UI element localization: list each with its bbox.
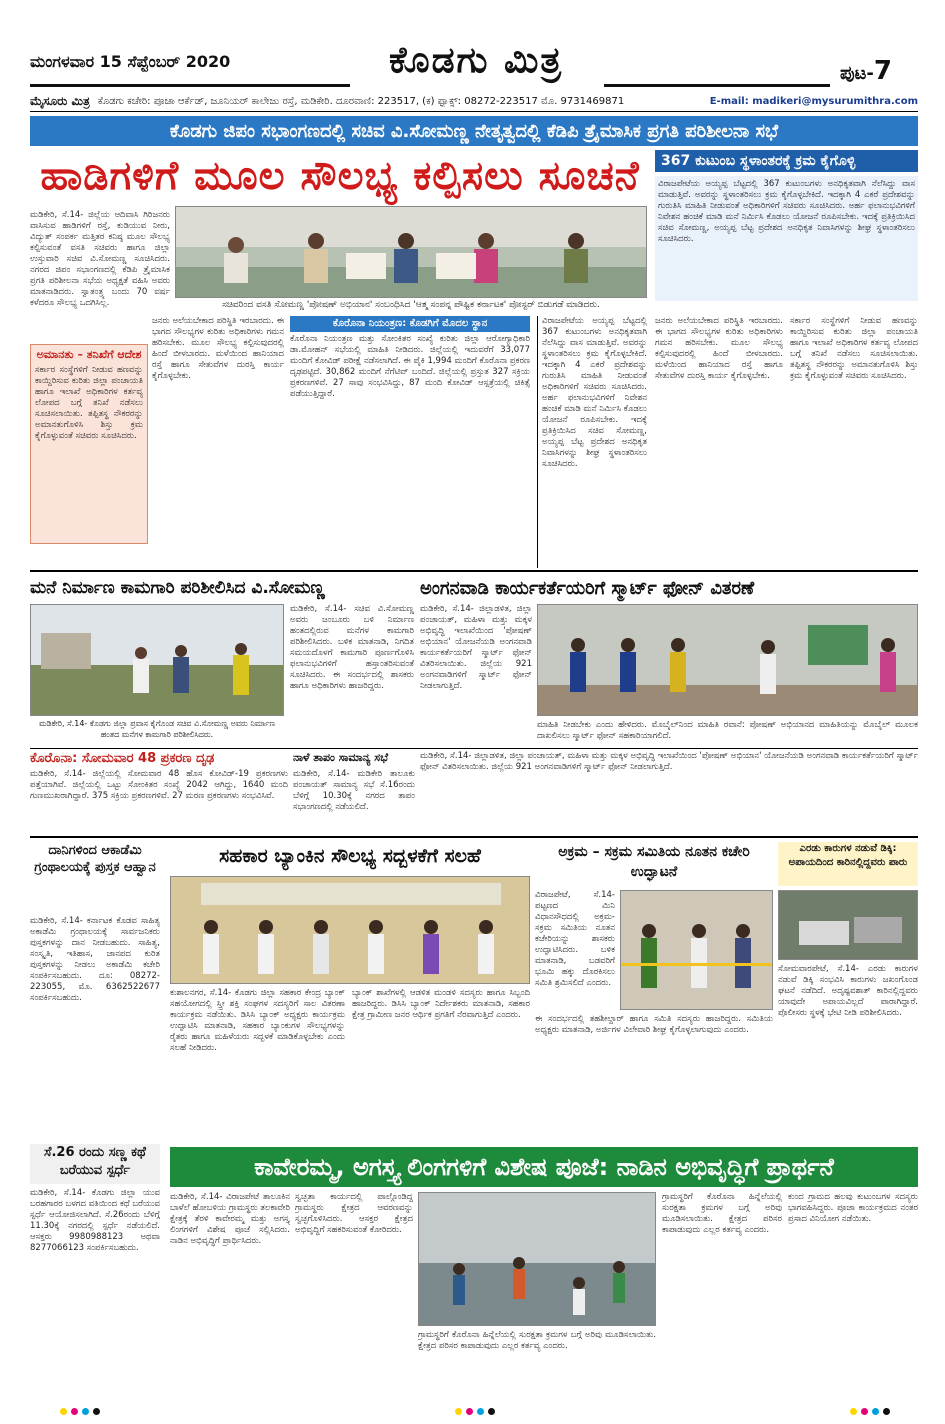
side-column-1: ಜನರು ಅಲೆಯಬೇಕಾದ ಪರಿಸ್ಥಿತಿ ಇರಬಾರದು. ಈ ಭಾಗದ ಸೌಲಭ್ಯಗಳ ಕುರಿತು ಅಧಿಕಾರಿಗಳು ಗಮನ ಹರಿಸಬೇಕು. ಮೂಲ ಸೌಲಭ್ಯ ಕಲ್ಪಿಸುವುದರಲ್ಲಿ ಹಿಂದೆ ಬೀಳಬಾರದು. ಮಳೆಯಿಂದ ಹಾನಿಯಾದ ರಸ್ತೆ ಹಾಗೂ ಸೇತುವೆಗಳ ದುರಸ್ತಿ ಕಾರ್ಯ ಕೈಗೊಳ್ಳಬೇಕು.	[655, 316, 783, 381]
section-divider-2	[30, 748, 918, 749]
main-story-photo	[175, 206, 647, 298]
anganwadi-headline: ಅಂಗನವಾಡಿ ಕಾರ್ಯಕರ್ತೆಯರಿಗೆ ಸ್ಮಾರ್ಟ್ ಫೋನ್ ವಿತರಣೆ	[420, 577, 755, 599]
section-divider-3	[30, 836, 918, 838]
taluk-meeting-headline: ನಾಳೆ ತಾಪಂ ಸಾಮಾನ್ಯ ಸಭೆ	[293, 751, 389, 764]
covid-cases-body: ಮಡಿಕೇರಿ, ಸೆ.14- ಜಿಲ್ಲೆಯಲ್ಲಿ ಸೋಮವಾರ 48 ಹೊಸ ಕೋವಿಡ್-19 ಪ್ರಕರಣಗಳು ಪತ್ತೆಯಾಗಿವೆ. ಜಿಲ್ಲೆಯಲ್ಲಿ ಒಟ್ಟು ಸೋಂಕಿತರ ಸಂಖ್ಯೆ 2042 ಆಗಿದ್ದು, 1640 ಮಂದಿ ಗುಣಮುಖರಾಗಿದ್ದಾರೆ. 375 ಸಕ್ರಿಯ ಪ್ರಕರಣಗಳಿವೆ. 27 ಮರಣ ಪ್ರಕರಣಗಳು ಸಂಭವಿಸಿವೆ.	[30, 769, 288, 801]
temple-cleanup-photo	[418, 1192, 656, 1326]
page-label: ಪುಟ-	[840, 63, 874, 84]
crashed-cars-illustration	[779, 891, 918, 960]
book-donation-headline: ದಾನಿಗಳಿಂದ ಆಕಾಡೆಮಿ ಗ್ರಂಥಾಲಯಕ್ಕೆ ಪುಸ್ತಕ ಆಹ್ವಾನ	[34, 843, 156, 875]
temple-puja-col3-lower: ಗ್ರಾಮಸ್ಥರಿಗೆ ಕೊರೊನಾ ಹಿನ್ನೆಲೆಯಲ್ಲಿ ಸುರಕ್ಷತಾ ಕ್ರಮಗಳ ಬಗ್ಗೆ ಅರಿವು ಮೂಡಿಸಲಾಯಿತು. ಕ್ಷೇತ್ರದ ಪರಿಸರ ಕಾಪಾಡುವುದು ಎಲ್ಲರ ಕರ್ತವ್ಯ ಎಂದರು.	[418, 1330, 656, 1351]
anganwadi-body: ಮಡಿಕೇರಿ, ಸೆ.14- ಜಿಲ್ಲಾಡಳಿತ, ಜಿಲ್ಲಾ ಪಂಚಾಯತ್, ಮಹಿಳಾ ಮತ್ತು ಮಕ್ಕಳ ಅಭಿವೃದ್ಧಿ ಇಲಾಖೆಯಿಂದ 'ಪೋಷಣ್ ಅಭಿಯಾನ' ಯೋಜನೆಯಡಿ ಅಂಗನವಾಡಿ ಕಾರ್ಯಕರ್ತೆಯರಿಗೆ ಸ್ಮಾರ್ಟ್ ಫೋನ್ ವಿತರಿಸಲಾಯಿತು. ಜಿಲ್ಲೆಯ 921 ಅಂಗನವಾಡಿಗಳಿಗೆ ಸ್ಮಾರ್ಟ್ ಫೋನ್ ನೀಡಲಾಗುತ್ತಿದೆ.	[420, 604, 532, 691]
story-contest-headline: ಸೆ.26 ರಂದು ಸಣ್ಣ ಕಥೆ ಬರೆಯುವ ಸ್ಪರ್ಧೆ	[30, 1144, 160, 1184]
suspension-box	[30, 344, 148, 544]
story-contest-body: ಮಡಿಕೇರಿ, ಸೆ.14- ಕೊಡಗು ಜಿಲ್ಲಾ ಯುವ ಬರಹಗಾರರ ಬಳಗದ ವತಿಯಿಂದ ಕಥೆ ಬರೆಯುವ ಸ್ಪರ್ಧೆ ಆಯೋಜಿಸಲಾಗಿದೆ. ಸೆ.26ರಂದು ಬೆಳಿಗ್ಗೆ 11.30ಕ್ಕೆ ನಗರದಲ್ಲಿ ಸ್ಪರ್ಧೆ ನಡೆಯಲಿದೆ. ಆಸಕ್ತರು 9980988123 ಅಥವಾ 8277066123 ಸಂಪರ್ಕಿಸಬಹುದು.	[30, 1188, 160, 1253]
main-headline: ಹಾಡಿಗಳಿಗೆ ಮೂಲ ಸೌಲಭ್ಯ ಕಲ್ಪಿಸಲು ಸೂಚನೆ	[40, 153, 640, 199]
akrama-office-photo	[620, 890, 773, 1010]
book-donation-body: ಮಡಿಕೇರಿ, ಸೆ.14- ಕರ್ನಾಟಕ ಕೊಡವ ಸಾಹಿತ್ಯ ಅಕಾಡೆಮಿ ಗ್ರಂಥಾಲಯಕ್ಕೆ ಸಾರ್ವಜನಿಕರು ಪುಸ್ತಕಗಳನ್ನು ದಾನ ನೀಡಬಹುದು. ಸಾಹಿತ್ಯ, ಸಂಸ್ಕೃತಿ, ಇತಿಹಾಸ, ಜಾನಪದ ಕುರಿತ ಪುಸ್ತಕಗಳನ್ನು ನೀಡಲು ಅಕಾಡೆಮಿ ಕಚೇರಿ ಸಂಪರ್ಕಿಸಬಹುದು. ದೂ: 08272-223055, ಮೊ. 6362522677 ಸಂಪರ್ಕಿಸಬಹುದು.	[30, 916, 160, 1003]
anganwadi-photo	[537, 604, 918, 716]
main-photo-caption: ಸಚಿವರಿಂದ ವಸತಿ ಸೋಮಣ್ಣ 'ಪೋಷಣ್ ಅಭಿಯಾನ' ಸಂಬಂಧಿಸಿದ 'ಆತ್ಮ ಸಂಪನ್ನ ಪೌಷ್ಟಿಕ ಕರ್ನಾಟಕ' ಪೋಸ್ಟರ್ ಬಿಡುಗಡೆ ಮಾಡಿದರು.	[222, 300, 600, 310]
publisher-name: ಮೈಸೂರು ಮಿತ್ರ	[30, 93, 90, 108]
registration-marks-left	[60, 1408, 100, 1415]
page-number-value: 7	[873, 56, 892, 86]
corona-control-body: ಕೊರೊನಾ ನಿಯಂತ್ರಣ ಮತ್ತು ಸೋಂಕಿತರ ಸಂಖ್ಯೆ ಕುರಿತು ಜಿಲ್ಲಾ ಆರೋಗ್ಯಾಧಿಕಾರಿ ಡಾ.ಮೋಹನ್ ಸಭೆಯಲ್ಲಿ ಮಾಹಿತಿ ನೀಡಿದರು. ಜಿಲ್ಲೆಯಲ್ಲಿ ಇದುವರೆಗೆ 33,077 ಮಂದಿಗೆ ಕೋವಿಡ್ ಪರೀಕ್ಷೆ ನಡೆಸಲಾಗಿದೆ. ಈ ಪೈಕಿ 1,994 ಮಂದಿಗೆ ಕೊರೊನಾ ಪ್ರಕರಣ ದೃಢಪಟ್ಟಿದೆ. 30,862 ಮಂದಿಗೆ ನೆಗೆಟಿವ್ ಬಂದಿದೆ. ಜಿಲ್ಲೆಯಲ್ಲಿ ಪ್ರಸ್ತುತ 327 ಸಕ್ರಿಯ ಪ್ರಕರಣಗಳಿವೆ. 27 ಸಾವು ಸಂಭವಿಸಿದ್ದು, 87 ಮಂದಿ ಕೋವಿಡ್ ಆಸ್ಪತ್ರೆಯಲ್ಲಿ ಚಿಕಿತ್ಸೆ ಪಡೆಯುತ್ತಿದ್ದಾರೆ.	[290, 334, 530, 399]
anganwadi-body-final: ಮಡಿಕೇರಿ, ಸೆ.14- ಜಿಲ್ಲಾಡಳಿತ, ಜಿಲ್ಲಾ ಪಂಚಾಯತ್, ಮಹಿಳಾ ಮತ್ತು ಮಕ್ಕಳ ಅಭಿವೃದ್ಧಿ ಇಲಾಖೆಯಿಂದ 'ಪೋಷಣ್ ಅಭಿಯಾನ' ಯೋಜನೆಯಡಿ ಅಂಗನವಾಡಿ ಕಾರ್ಯಕರ್ತೆಯರಿಗೆ ಸ್ಮಾರ್ಟ್ ಫೋನ್ ವಿತರಿಸಲಾಯಿತು. ಜಿಲ್ಲೆಯ 921 ಅಂಗನವಾಡಿಗಳಿಗೆ ಸ್ಮಾರ್ಟ್ ಫೋನ್ ನೀಡಲಾಗುತ್ತಿದೆ.	[420, 751, 918, 772]
masthead-rule-right	[604, 84, 830, 87]
house-inspection-body: ಮಡಿಕೇರಿ, ಸೆ.14- ಸಚಿವ ವಿ.ಸೋಮಣ್ಣ ಅವರು ಜಂಬೂರು ಬಳಿ ನಿರ್ಮಾಣ ಹಂತದಲ್ಲಿರುವ ಮನೆಗಳ ಕಾಮಗಾರಿ ಪರಿಶೀಲಿಸಿದರು. ಬಳಿಕ ಮಾತನಾಡಿ, ನಿಗದಿತ ಸಮಯದೊಳಗೆ ಕಾಮಗಾರಿ ಪೂರ್ಣಗೊಳಿಸಿ ಫಲಾನುಭವಿಗಳಿಗೆ ಹಸ್ತಾಂತರಿಸುವಂತೆ ಸೂಚಿಸಿದರು. ಈ ಸಂದರ್ಭದಲ್ಲಿ ಶಾಸಕರು ಹಾಗೂ ಅಧಿಕಾರಿಗಳು ಹಾಜರಿದ್ದರು.	[290, 604, 414, 691]
temple-puja-col2: ಸ್ವಚ್ಛತಾ ಕಾರ್ಯದಲ್ಲಿ ಪಾಲ್ಗೊಂಡಿದ್ದ ಗ್ರಾಮಸ್ಥರು ಕ್ಷೇತ್ರದ ಆವರಣವನ್ನು ಸ್ವಚ್ಛಗೊಳಿಸಿದರು. ಆಸಕ್ತರ ಕ್ಷೇತ್ರದ ಅಭಿವೃದ್ಧಿಗೆ ಸಹಕರಿಸುವಂತೆ ಕೋರಿದರು.	[295, 1192, 413, 1235]
ribbon-cutting-illustration	[621, 891, 773, 1010]
temple-puja-col4: ಕುಂದ ಗ್ರಾಮದ ಹಲವು ಕುಟುಂಬಗಳ ಸದಸ್ಯರು ಭಾಗವಹಿಸಿದ್ದರು. ಪೂಜಾ ಕಾರ್ಯಕ್ರಮದ ನಂತರ ಪ್ರಸಾದ ವಿನಿಯೋಗ ನಡೆಯಿತು.	[788, 1192, 918, 1224]
akrama-sakrama-body-2: ಈ ಸಂದರ್ಭದಲ್ಲಿ ತಹಶೀಲ್ದಾರ್ ಹಾಗೂ ಸಮಿತಿ ಸದಸ್ಯರು ಹಾಜರಿದ್ದರು. ಸಮಿತಿಯ ಅಧ್ಯಕ್ಷರು ಮಾತನಾಡಿ, ಅರ್ಜಿಗಳ ವಿಲೇವಾರಿ ಶೀಘ್ರ ಕೈಗೊಳ್ಳಲಾಗುವುದು ಎಂದರು.	[535, 1014, 773, 1035]
house-inspection-photo	[30, 604, 284, 716]
cooperative-bank-body-2: ಬ್ಯಾಂಕ್ ಶಾಖೆಗಳಲ್ಲಿ ಆಡಳಿತ ಮಂಡಳಿ ಸದಸ್ಯರು ಹಾಗೂ ಸಿಬ್ಬಂದಿ ಹಾಜರಿದ್ದರು. ಡಿಸಿಸಿ ಬ್ಯಾಂಕ್ ನಿರ್ದೇಶಕರು ಮಾತನಾಡಿ, ಸಹಕಾರ ಕ್ಷೇತ್ರ ಗ್ರಾಮೀಣ ಜನರ ಆರ್ಥಿಕ ಪ್ರಗತಿಗೆ ನೆರವಾಗುತ್ತಿದೆ ಎಂದರು.	[352, 988, 530, 1020]
main-story-body-left: ಮಡಿಕೇರಿ, ಸೆ.14- ಜಿಲ್ಲೆಯ ಆದಿವಾಸಿ ಗಿರಿಜನರು ವಾಸಿಸುವ ಹಾಡಿಗಳಿಗೆ ರಸ್ತೆ, ಕುಡಿಯುವ ನೀರು, ವಿದ್ಯುತ್ ಸಂಪರ್ಕ ಮತ್ತಿತರ ಕನಿಷ್ಠ ಮೂಲ ಸೌಲಭ್ಯ ಕಲ್ಪಿಸುವಂತೆ ವಸತಿ ಸಚಿವರು ಹಾಗೂ ಜಿಲ್ಲಾ ಉಸ್ತುವಾರಿ ಸಚಿವ ವಿ.ಸೋಮಣ್ಣ ಸೂಚಿಸಿದರು. ನಗರದ ಜಿಪಂ ಸಭಾಂಗಣದಲ್ಲಿ ಕೆಡಿಪಿ ತ್ರೈಮಾಸಿಕ ಪ್ರಗತಿ ಪರಿಶೀಲನಾ ಸಭೆಯ ಅಧ್ಯಕ್ಷತೆ ವಹಿಸಿ ಅವರು ಮಾತನಾಡಿದರು. ಸ್ವಾತಂತ್ರ್ಯ ಬಂದು 70 ವರ್ಷ ಕಳೆದರೂ ಸೌಲಭ್ಯ ಒದಗಿಸಿಲ್ಲ.	[30, 210, 170, 308]
anganwadi-body-continued: ಮಾಹಿತಿ ನೀಡಬೇಕು ಎಂದು ಹೇಳಿದರು. ಮೊಬೈಲ್‌ನಿಂದ ಮಾಹಿತಿ ರವಾನೆ: ಪೋಷಣ್ ಅಭಿಯಾನದ ಮಾಹಿತಿಯನ್ನು ಮೊಬೈಲ್ ಮೂಲಕ ದಾಖಲಿಸಲು ಸ್ಮಾರ್ಟ್ ಫೋನ್ ಸಹಕಾರಿಯಾಗಲಿದೆ.	[537, 720, 918, 741]
section-divider-1	[30, 570, 918, 572]
column-rule	[537, 316, 538, 568]
side-column-2: ಸರ್ಕಾರ ಸಂಸ್ಥೆಗಳಿಗೆ ನೀಡುವ ಹಣವನ್ನು ಕಾಯ್ದಿರಿಸುವ ಕುರಿತು ಜಿಲ್ಲಾ ಪಂಚಾಯತಿ ಹಾಗೂ ಇಲಾಖೆ ಅಧಿಕಾರಿಗಳ ಕರ್ತವ್ಯ ಲೋಪದ ಬಗ್ಗೆ ತನಿಖೆ ನಡೆಸಲು ಸೂಚಿಸಲಾಯಿತು. ತಪ್ಪಿತಸ್ಥ ನೌಕರರನ್ನು ಅಮಾನತುಗೊಳಿಸಿ ಶಿಸ್ತು ಕ್ರಮ ಕೈಗೊಳ್ಳುವಂತೆ ಸಚಿವರು ಸೂಚಿಸಿದರು.	[790, 316, 918, 381]
meeting-photo-illustration	[176, 207, 647, 298]
kdp-meeting-banner: ಕೊಡಗು ಜಿಪಂ ಸಭಾಂಗಣದಲ್ಲಿ ಸಚಿವ ವಿ.ಸೋಮಣ್ಣ ನೇತೃತ್ವದಲ್ಲಿ ಕೆಡಿಪಿ ತ್ರೈಮಾಸಿಕ ಪ್ರಗತಿ ಪರಿಶೀಲನಾ ಸಭೆ	[30, 116, 918, 146]
cooperative-bank-headline: ಸಹಕಾರ ಬ್ಯಾಂಕಿನ ಸೌಲಭ್ಯ ಸದ್ಬಳಕೆಗೆ ಸಲಹೆ	[219, 845, 481, 867]
covid-cases-headline: ಕೊರೊನಾ: ಸೋಮವಾರ 48 ಪ್ರಕರಣ ದೃಢ	[30, 751, 215, 766]
masthead-date: ಮಂಗಳವಾರ 15 ಸೆಪ್ಟೆಂಬರ್ 2020	[30, 52, 231, 71]
car-accident-headline: ಎರಡು ಕಾರುಗಳ ನಡುವೆ ಡಿಕ್ಕಿ: ಅಪಾಯದಿಂದ ಕಾರಿನಲ್ಲಿದ್ದವರು ಪಾರು	[778, 842, 918, 886]
email-address: E-mail: madikeri@mysurumithra.com	[709, 95, 918, 107]
akrama-sakrama-body: ವಿರಾಜಪೇಟೆ, ಸೆ.14- ಪಟ್ಟಣದ ಮಿನಿ ವಿಧಾನಸೌಧದಲ್ಲಿ ಅಕ್ರಮ-ಸಕ್ರಮ ಸಮಿತಿಯ ನೂತನ ಕಚೇರಿಯನ್ನು ಶಾಸಕರು ಉದ್ಘಾಟಿಸಿದರು. ಬಳಿಕ ಮಾತನಾಡಿ, ಬಡವರಿಗೆ ಭೂಮಿ ಹಕ್ಕು ದೊರಕಿಸಲು ಸಮಿತಿ ಶ್ರಮಿಸಲಿದೆ ಎಂದರು.	[535, 890, 615, 988]
house-photo-caption: ಮಡಿಕೇರಿ, ಸೆ.14- ಕೊಡಗು ಜಿಲ್ಲಾ ಪ್ರವಾಸ ಕೈಗೊಂಡ ಸಚಿವ ವಿ.ಸೋಮಣ್ಣ ಅವರು ನಿರ್ಮಾಣ ಹಂತದ ಮನೆಗಳ ಕಾಮಗಾರಿ ಪರಿಶೀಲಿಸಿದರು.	[38, 719, 276, 739]
main-story-body-right: ವಿರಾಜಪೇಟೆಯ ಅಯ್ಯಪ್ಪ ಬೆಟ್ಟದಲ್ಲಿ 367 ಕುಟುಂಬಗಳು ಅನಧಿಕೃತವಾಗಿ ನೆಲೆಸಿದ್ದು ವಾಸ ಮಾಡುತ್ತಿವೆ. ಅವರನ್ನು ಸ್ಥಳಾಂತರಿಸಲು ಕ್ರಮ ಕೈಗೊಳ್ಳಬೇಕಿದೆ. ಇದಕ್ಕಾಗಿ 4 ಎಕರೆ ಪ್ರದೇಶವನ್ನು ಗುರುತಿಸಿ ಮಾಹಿತಿ ನೀಡುವಂತೆ ಅಧಿಕಾರಿಗಳಿಗೆ ಸಚಿವರು ಸೂಚಿಸಿದರು. ಅರ್ಹ ಫಲಾನುಭವಿಗಳಿಗೆ ನಿವೇಶನ ಹಂಚಿಕೆ ಮಾಡಿ ಮನೆ ನಿರ್ಮಿಸಿ ಕೊಡಲು ಯೋಜನೆ ರೂಪಿಸಬೇಕು. ಇದಕ್ಕೆ ಪ್ರತಿಕ್ರಿಯಿಸಿದ ಸಚಿವ ಸೋಮಣ್ಣ, ಅಯ್ಯಪ್ಪ ಬೆಟ್ಟ ಪ್ರದೇಶದ ಅನಧಿಕೃತ ನಿವಾಸಿಗಳನ್ನು ಶೀಘ್ರ ಸ್ಥಳಾಂತರಿಸಲು ಸೂಚಿಸಿದರು.	[542, 316, 647, 469]
cooperative-bank-body: ಕುಶಾಲನಗರ, ಸೆ.14- ಕೊಡಗು ಜಿಲ್ಲಾ ಸಹಕಾರ ಕೇಂದ್ರ ಬ್ಯಾಂಕ್ ಸಹಯೋಗದಲ್ಲಿ ಸ್ತ್ರೀ ಶಕ್ತಿ ಸಂಘಗಳ ಸದಸ್ಯರಿಗೆ ಸಾಲ ವಿತರಣಾ ಕಾರ್ಯಕ್ರಮ ನಡೆಯಿತು. ಡಿಸಿಸಿ ಬ್ಯಾಂಕ್ ಅಧ್ಯಕ್ಷರು ಕಾರ್ಯಕ್ರಮ ಉದ್ಘಾಟಿಸಿ ಮಾತನಾಡಿ, ಸಹಕಾರ ಬ್ಯಾಂಕುಗಳ ಸೌಲಭ್ಯಗಳನ್ನು ರೈತರು ಹಾಗೂ ಮಹಿಳೆಯರು ಸದ್ಬಳಕೆ ಮಾಡಿಕೊಳ್ಳಬೇಕು ಎಂದು ಸಲಹೆ ನೀಡಿದರು.	[170, 988, 345, 1053]
side-story-body: ವಿರಾಜಪೇಟೆಯ ಅಯ್ಯಪ್ಪ ಬೆಟ್ಟದಲ್ಲಿ 367 ಕುಟುಂಬಗಳು ಅನಧಿಕೃತವಾಗಿ ನೆಲೆಸಿದ್ದು ವಾಸ ಮಾಡುತ್ತಿವೆ. ಅವರನ್ನು ಸ್ಥಳಾಂತರಿಸಲು ಕ್ರಮ ಕೈಗೊಳ್ಳಬೇಕಿದೆ. ಇದಕ್ಕಾಗಿ 4 ಎಕರೆ ಪ್ರದೇಶವನ್ನು ಗುರುತಿಸಿ ಮಾಹಿತಿ ನೀಡುವಂತೆ ಅಧಿಕಾರಿಗಳಿಗೆ ಸಚಿವರು ಸೂಚಿಸಿದರು. ಅರ್ಹ ಫಲಾನುಭವಿಗಳಿಗೆ ನಿವೇಶನ ಹಂಚಿಕೆ ಮಾಡಿ ಮನೆ ನಿರ್ಮಿಸಿ ಕೊಡಲು ಯೋಜನೆ ರೂಪಿಸಬೇಕು. ಇದಕ್ಕೆ ಪ್ರತಿಕ್ರಿಯಿಸಿದ ಸಚಿವ ಸೋಮಣ್ಣ, ಅಯ್ಯಪ್ಪ ಬೆಟ್ಟ ಪ್ರದೇಶದ ಅನಧಿಕೃತ ನಿವಾಸಿಗಳನ್ನು ಶೀಘ್ರ ಸ್ಥಳಾಂತರಿಸಲು ಸೂಚಿಸಿದರು.	[655, 176, 918, 301]
temple-puja-headline: ಕಾವೇರಮ್ಮ, ಅಗಸ್ತ್ಯ ಲಿಂಗಗಳಿಗೆ ವಿಶೇಷ ಪೂಜೆ: ನಾಡಿನ ಅಭಿವೃದ್ಧಿಗೆ ಪ್ರಾರ್ಥನೆ	[170, 1147, 918, 1187]
newspaper-title: ಕೊಡಗು ಮಿತ್ರ	[388, 40, 563, 81]
office-address: ಕೊಡಗು ಕಚೇರಿ: ಪೂಜಾ ಆರ್ಕೆಡ್, ಜೂನಿಯರ್ ಕಾಲೇಜು ರಸ್ತೆ, ಮಡಿಕೇರಿ. ದೂರವಾಣಿ: 223517, (ಕ) ಫ್ಯಾಕ್ಸ್: 08272-223517 ಮೊ. 9731469871	[97, 95, 625, 107]
house-site-illustration	[31, 605, 284, 716]
main-story-body-mid: ಜನರು ಅಲೆಯಬೇಕಾದ ಪರಿಸ್ಥಿತಿ ಇರಬಾರದು. ಈ ಭಾಗದ ಸೌಲಭ್ಯಗಳ ಕುರಿತು ಅಧಿಕಾರಿಗಳು ಗಮನ ಹರಿಸಬೇಕು. ಮೂಲ ಸೌಲಭ್ಯ ಕಲ್ಪಿಸುವುದರಲ್ಲಿ ಹಿಂದೆ ಬೀಳಬಾರದು. ಮಳೆಯಿಂದ ಹಾನಿಯಾದ ರಸ್ತೆ ಹಾಗೂ ಸೇತುವೆಗಳ ದುರಸ್ತಿ ಕಾರ್ಯ ಕೈಗೊಳ್ಳಬೇಕು.	[152, 316, 284, 381]
suspension-body: ಸರ್ಕಾರ ಸಂಸ್ಥೆಗಳಿಗೆ ನೀಡುವ ಹಣವನ್ನು ಕಾಯ್ದಿರಿಸುವ ಕುರಿತು ಜಿಲ್ಲಾ ಪಂಚಾಯತಿ ಹಾಗೂ ಇಲಾಖೆ ಅಧಿಕಾರಿಗಳ ಕರ್ತವ್ಯ ಲೋಪದ ಬಗ್ಗೆ ತನಿಖೆ ನಡೆಸಲು ಸೂಚಿಸಲಾಯಿತು. ತಪ್ಪಿತಸ್ಥ ನೌಕರರನ್ನು ಅಮಾನತುಗೊಳಿಸಿ ಶಿಸ್ತು ಕ್ರಮ ಕೈಗೊಳ್ಳುವಂತೆ ಸಚಿವರು ಸೂಚಿಸಿದರು.	[35, 365, 143, 441]
taluk-meeting-body: ಮಡಿಕೇರಿ, ಸೆ.14- ಮಡಿಕೇರಿ ತಾಲೂಕು ಪಂಚಾಯತ್ ಸಾಮಾನ್ಯ ಸಭೆ ಸೆ.16ರಂದು ಬೆಳಿಗ್ಗೆ 10.30ಕ್ಕೆ ನಗರದ ತಾಪಂ ಸಭಾಂಗಣದಲ್ಲಿ ನಡೆಯಲಿದೆ.	[293, 769, 415, 812]
info-rule	[30, 111, 918, 112]
cooperative-bank-photo	[170, 876, 530, 984]
akrama-sakrama-headline: ಅಕ್ರಮ – ಸಕ್ರಮ ಸಮಿತಿಯ ನೂತನ ಕಚೇರಿ ಉದ್ಘಾಟನೆ	[558, 844, 750, 880]
temple-cleanup-illustration	[419, 1193, 656, 1326]
temple-puja-col3: ಗ್ರಾಮಸ್ಥರಿಗೆ ಕೊರೊನಾ ಹಿನ್ನೆಲೆಯಲ್ಲಿ ಸುರಕ್ಷತಾ ಕ್ರಮಗಳ ಬಗ್ಗೆ ಅರಿವು ಮೂಡಿಸಲಾಯಿತು. ಕ್ಷೇತ್ರದ ಪರಿಸರ ಕಾಪಾಡುವುದು ಎಲ್ಲರ ಕರ್ತವ್ಯ ಎಂದರು.	[662, 1192, 782, 1235]
registration-marks-center	[455, 1408, 495, 1415]
registration-marks-right	[850, 1408, 890, 1415]
masthead-info-bar	[30, 92, 918, 110]
car-accident-body: ಸೋಮವಾರಪೇಟೆ, ಸೆ.14- ಎರಡು ಕಾರುಗಳ ನಡುವೆ ಡಿಕ್ಕಿ ಸಂಭವಿಸಿ ಕಾರುಗಳು ಜಖಂಗೊಂಡ ಘಟನೆ ನಡೆದಿದೆ. ಅದೃಷ್ಟವಶಾತ್ ಕಾರಿನಲ್ಲಿದ್ದವರು ಯಾವುದೇ ಅಪಾಯವಿಲ್ಲದೆ ಪಾರಾಗಿದ್ದಾರೆ. ಪೊಲೀಸರು ಸ್ಥಳಕ್ಕೆ ಭೇಟಿ ನೀಡಿ ಪರಿಶೀಲಿಸಿದರು.	[778, 964, 918, 1018]
bank-event-illustration	[171, 877, 530, 984]
car-accident-photo	[778, 890, 918, 960]
phone-distribution-illustration	[538, 605, 918, 716]
house-inspection-headline: ಮನೆ ನಿರ್ಮಾಣ ಕಾಮಗಾರಿ ಪರಿಶೀಲಿಸಿದ ವಿ.ಸೋಮಣ್ಣ	[30, 578, 325, 598]
masthead-rule-left	[30, 84, 350, 87]
page-number	[840, 56, 892, 86]
corona-control-title: ಕೊರೊನಾ ನಿಯಂತ್ರಣ: ಕೊಡಗಿಗೆ ಮೊದಲ ಸ್ಥಾನ	[290, 316, 530, 332]
suspension-title: ಅಮಾನತು – ತನಿಖೆಗೆ ಆದೇಶ	[36, 348, 142, 361]
side-story-title: 367 ಕುಟುಂಬ ಸ್ಥಳಾಂತರಕ್ಕೆ ಕ್ರಮ ಕೈಗೊಳ್ಳಿ	[655, 150, 918, 172]
temple-puja-col1: ಮಡಿಕೇರಿ, ಸೆ.14- ವಿರಾಜಪೇಟೆ ತಾಲೂಕಿನ ಬಾಳೆಲೆ ಹೋಬಳಿಯ ಗ್ರಾಮಸ್ಥರು ತಲಕಾವೇರಿ ಕ್ಷೇತ್ರಕ್ಕೆ ತೆರಳಿ ಕಾವೇರಮ್ಮ ಮತ್ತು ಅಗಸ್ತ್ಯ ಲಿಂಗಗಳಿಗೆ ವಿಶೇಷ ಪೂಜೆ ಸಲ್ಲಿಸಿದರು. ನಾಡಿನ ಅಭಿವೃದ್ಧಿಗೆ ಪ್ರಾರ್ಥಿಸಿದರು.	[170, 1192, 290, 1246]
